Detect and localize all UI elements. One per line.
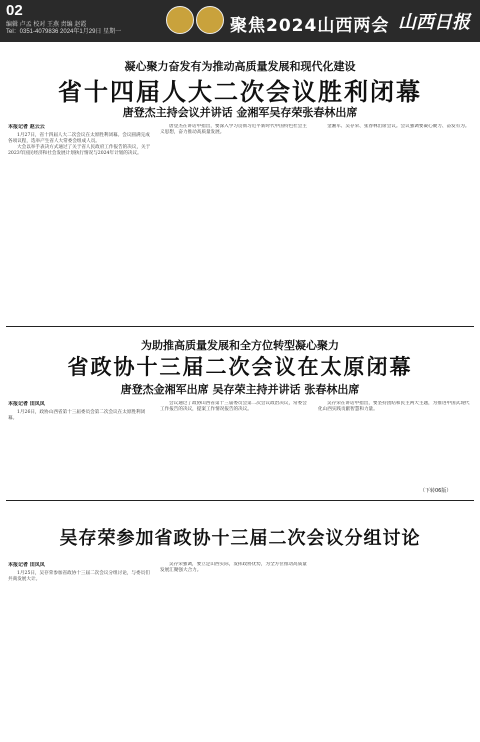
article1-col2	[160, 124, 310, 320]
national-emblem-icon	[166, 6, 194, 34]
cppcc-emblem-icon	[196, 6, 224, 34]
article1-kicker: 凝心聚力奋发有为推动高质量发展和现代化建设	[124, 60, 356, 73]
masthead	[0, 0, 480, 42]
article1-para-3: 唐登杰在讲话中指出，要深入学习贯彻习近平新时代中国特色社会主义思想，奋力推动高质量发展。	[160, 124, 307, 135]
editors-info	[6, 22, 121, 36]
article3-col1	[8, 562, 152, 738]
editors-line-2: Tel：0351-4079836 2024年1月29日 星期一	[6, 29, 122, 35]
article2-para-3: 吴存荣在讲话中指出，要坚持团结和民主两大主题，为推进中国式现代化山西实践贡献智慧和力量。	[318, 401, 470, 412]
section-divider-2	[6, 500, 474, 501]
article2-kicker: 为助推高质量发展和全方位转型凝心聚力	[141, 339, 339, 352]
editors-line-1: 编辑 卢孟 校对 王燕 责编 赵霞	[6, 22, 87, 28]
article1-col3	[318, 124, 470, 320]
article3-col2	[160, 562, 310, 738]
article2-para-2: 会议通过了政协山西省第十三届委员会第二次会议政治决议，常委会工作报告的决议，提案工作情况报告的决议。	[160, 401, 307, 412]
article3-para-1: 1月25日，吴存荣参加省政协十三届二次会议分组讨论，与委员们共商发展大计。	[8, 571, 150, 582]
article1-col1	[8, 124, 152, 320]
article3-para-2: 吴存荣强调，要立足山西实际，发挥政协优势，为全方位推动高质量发展汇聚强大合力。	[160, 562, 307, 573]
article1-para-2: 大会以举手表决方式通过了关于省人民政府工作报告的决议，关于2023年国民经济和社会发展计划执行情况与2024年计划的决议。	[8, 145, 151, 156]
article1-para-4: 金湘军、吴存荣、张春林出席会议。会议强调要凝心聚力、奋发有为。	[327, 124, 470, 129]
article2-col3	[318, 401, 470, 483]
article3-headline: 吴存荣参加省政协十三届二次会议分组讨论	[59, 528, 421, 549]
article2-byline: 本报记者 田凤凤	[8, 401, 45, 407]
page-number: 02	[6, 2, 23, 19]
article1-byline: 本报记者 赵云云	[8, 124, 45, 130]
article3-byline: 本报记者 田凤凤	[8, 562, 45, 568]
article1-headline: 省十四届人大二次会议胜利闭幕	[58, 78, 422, 106]
newspaper-logo: 山西日报	[398, 12, 470, 33]
article1-subhead: 唐登杰主持会议并讲话 金湘军吴存荣张春林出席	[122, 106, 358, 119]
article2-col2	[160, 401, 310, 493]
continued-note: （下转06版）	[420, 488, 452, 494]
article2-subhead: 唐登杰金湘军出席 吴存荣主持并讲话 张春林出席	[120, 383, 360, 396]
article2-headline: 省政协十三届二次会议在太原闭幕	[67, 355, 413, 379]
article2-col1	[8, 401, 152, 493]
section-divider-1	[6, 326, 474, 327]
article2-para-1: 1月26日，政协山西省第十三届委员会第二次会议在太原胜利闭幕。	[8, 410, 146, 421]
article1-para-1: 1月27日，省十四届人大二次会议在太原胜利闭幕。会议圆满完成各项议程，选举产生省人大常委会组成人员。	[8, 133, 150, 144]
feature-title: 聚焦2024山西两会	[230, 16, 390, 36]
